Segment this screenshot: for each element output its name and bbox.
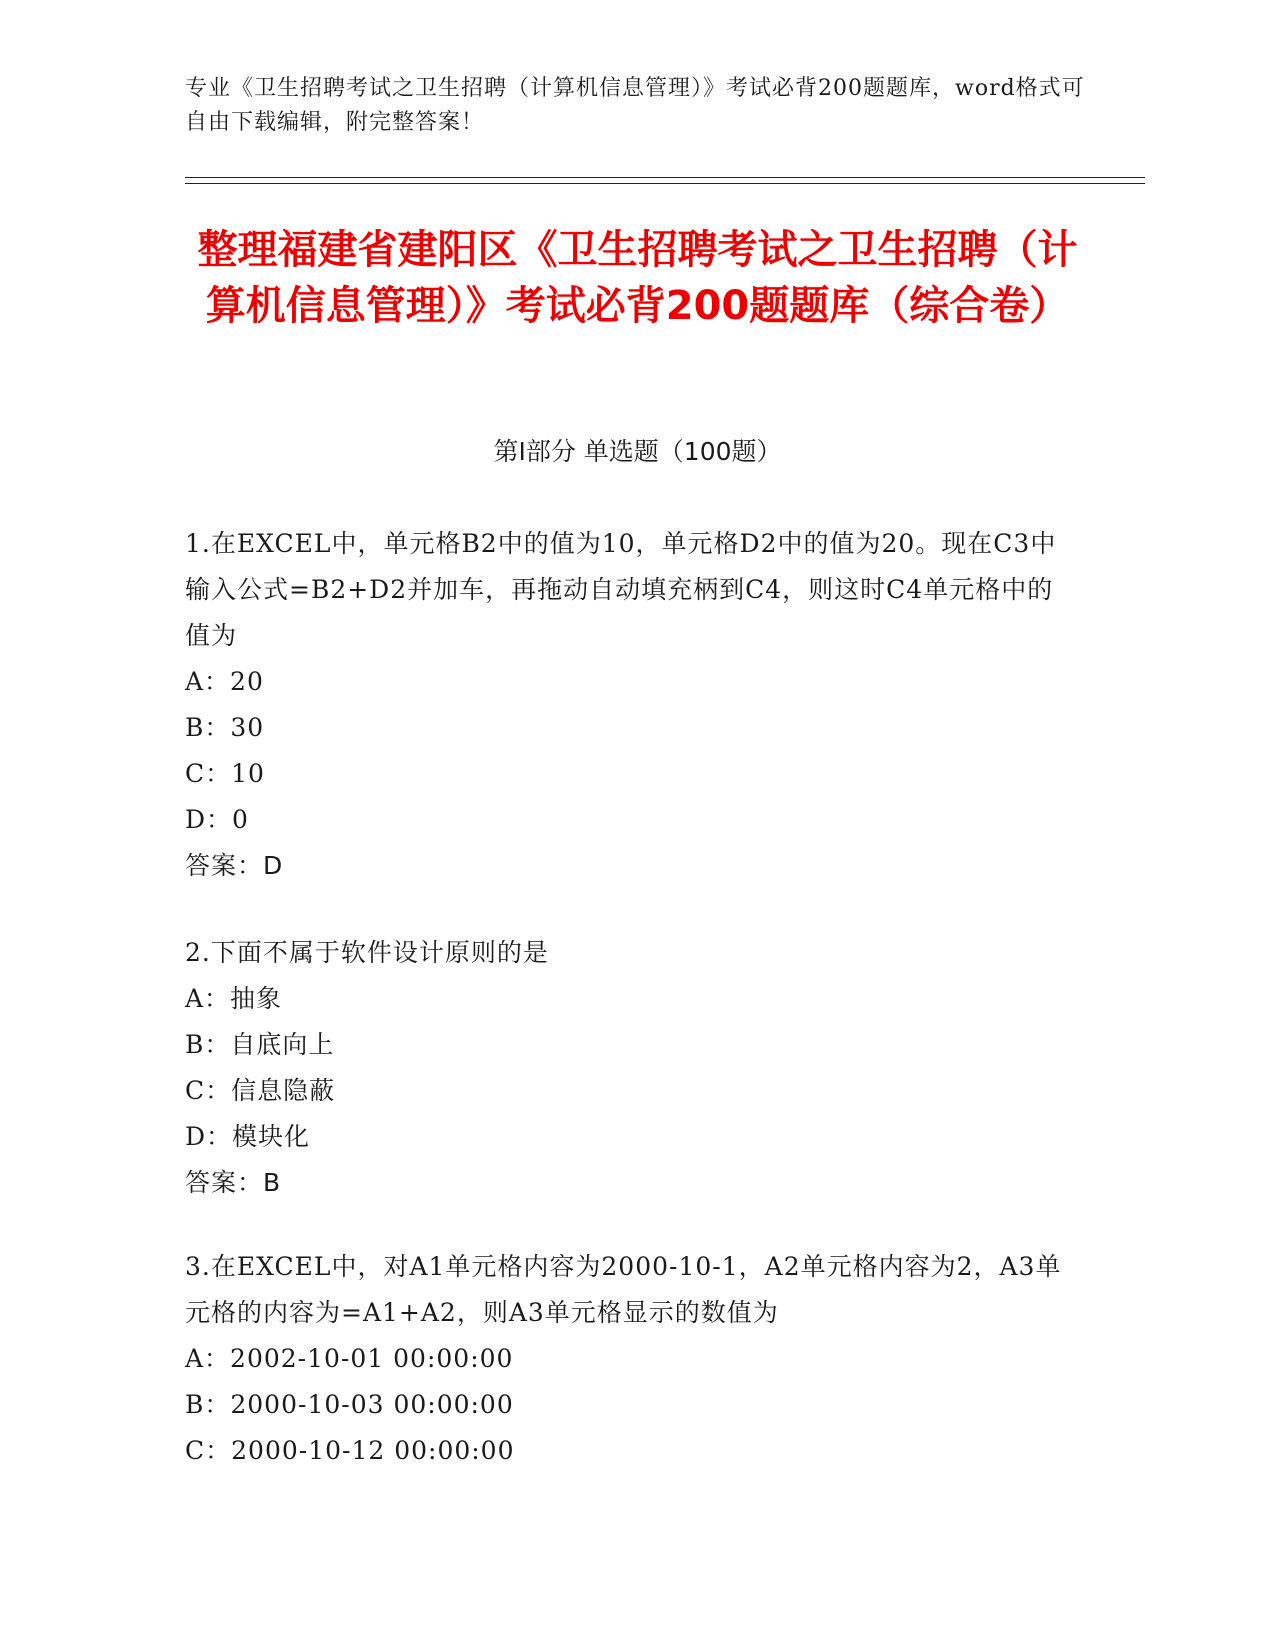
section-heading: 第Ⅰ部分 单选题（100题）: [493, 437, 782, 466]
question-stem: 2.下面不属于软件设计原则的是: [185, 938, 549, 967]
option-d: D：0: [185, 805, 249, 834]
question-1: [185, 521, 1065, 889]
option-b: B：自底向上: [185, 1030, 335, 1059]
question-stem: 1.在EXCEL中，单元格B2中的值为10，单元格D2中的值为20。现在C3中输入公式=B2+D2并加车，再拖动自动填充柄到C4，则这时C4单元格中的值为: [185, 529, 1057, 650]
option-d: D：模块化: [185, 1122, 311, 1151]
question-stem: 3.在EXCEL中，对A1单元格内容为2000-10-1，A2单元格内容为2，A3单元格的内容为=A1+A2，则A3单元格显示的数值为: [185, 1252, 1062, 1327]
question-2: [185, 930, 1065, 1206]
option-a: A：20: [185, 667, 264, 696]
header-divider-bottom: [185, 183, 1145, 184]
question-3: [185, 1244, 1065, 1474]
option-c: C：2000-10-12 00:00:00: [185, 1436, 515, 1465]
option-b: B：2000-10-03 00:00:00: [185, 1390, 514, 1419]
answer-line: 答案：B: [185, 1168, 282, 1197]
option-c: C：信息隐蔽: [185, 1076, 336, 1105]
header-note: 专业《卫生招聘考试之卫生招聘（计算机信息管理）》考试必背200题题库，word格式可自由下载编辑，附完整答案！: [185, 76, 1085, 135]
header-divider-top: [185, 177, 1145, 178]
option-b: B：30: [185, 713, 265, 742]
option-a: A：2002-10-01 00:00:00: [185, 1344, 514, 1373]
option-a: A：抽象: [185, 984, 283, 1013]
answer-line: 答案：D: [185, 851, 284, 880]
document-title: 整理福建省建阳区《卫生招聘考试之卫生招聘（计算机信息管理）》考试必背200题题库（综合卷）: [197, 227, 1078, 329]
option-c: C：10: [185, 759, 265, 788]
